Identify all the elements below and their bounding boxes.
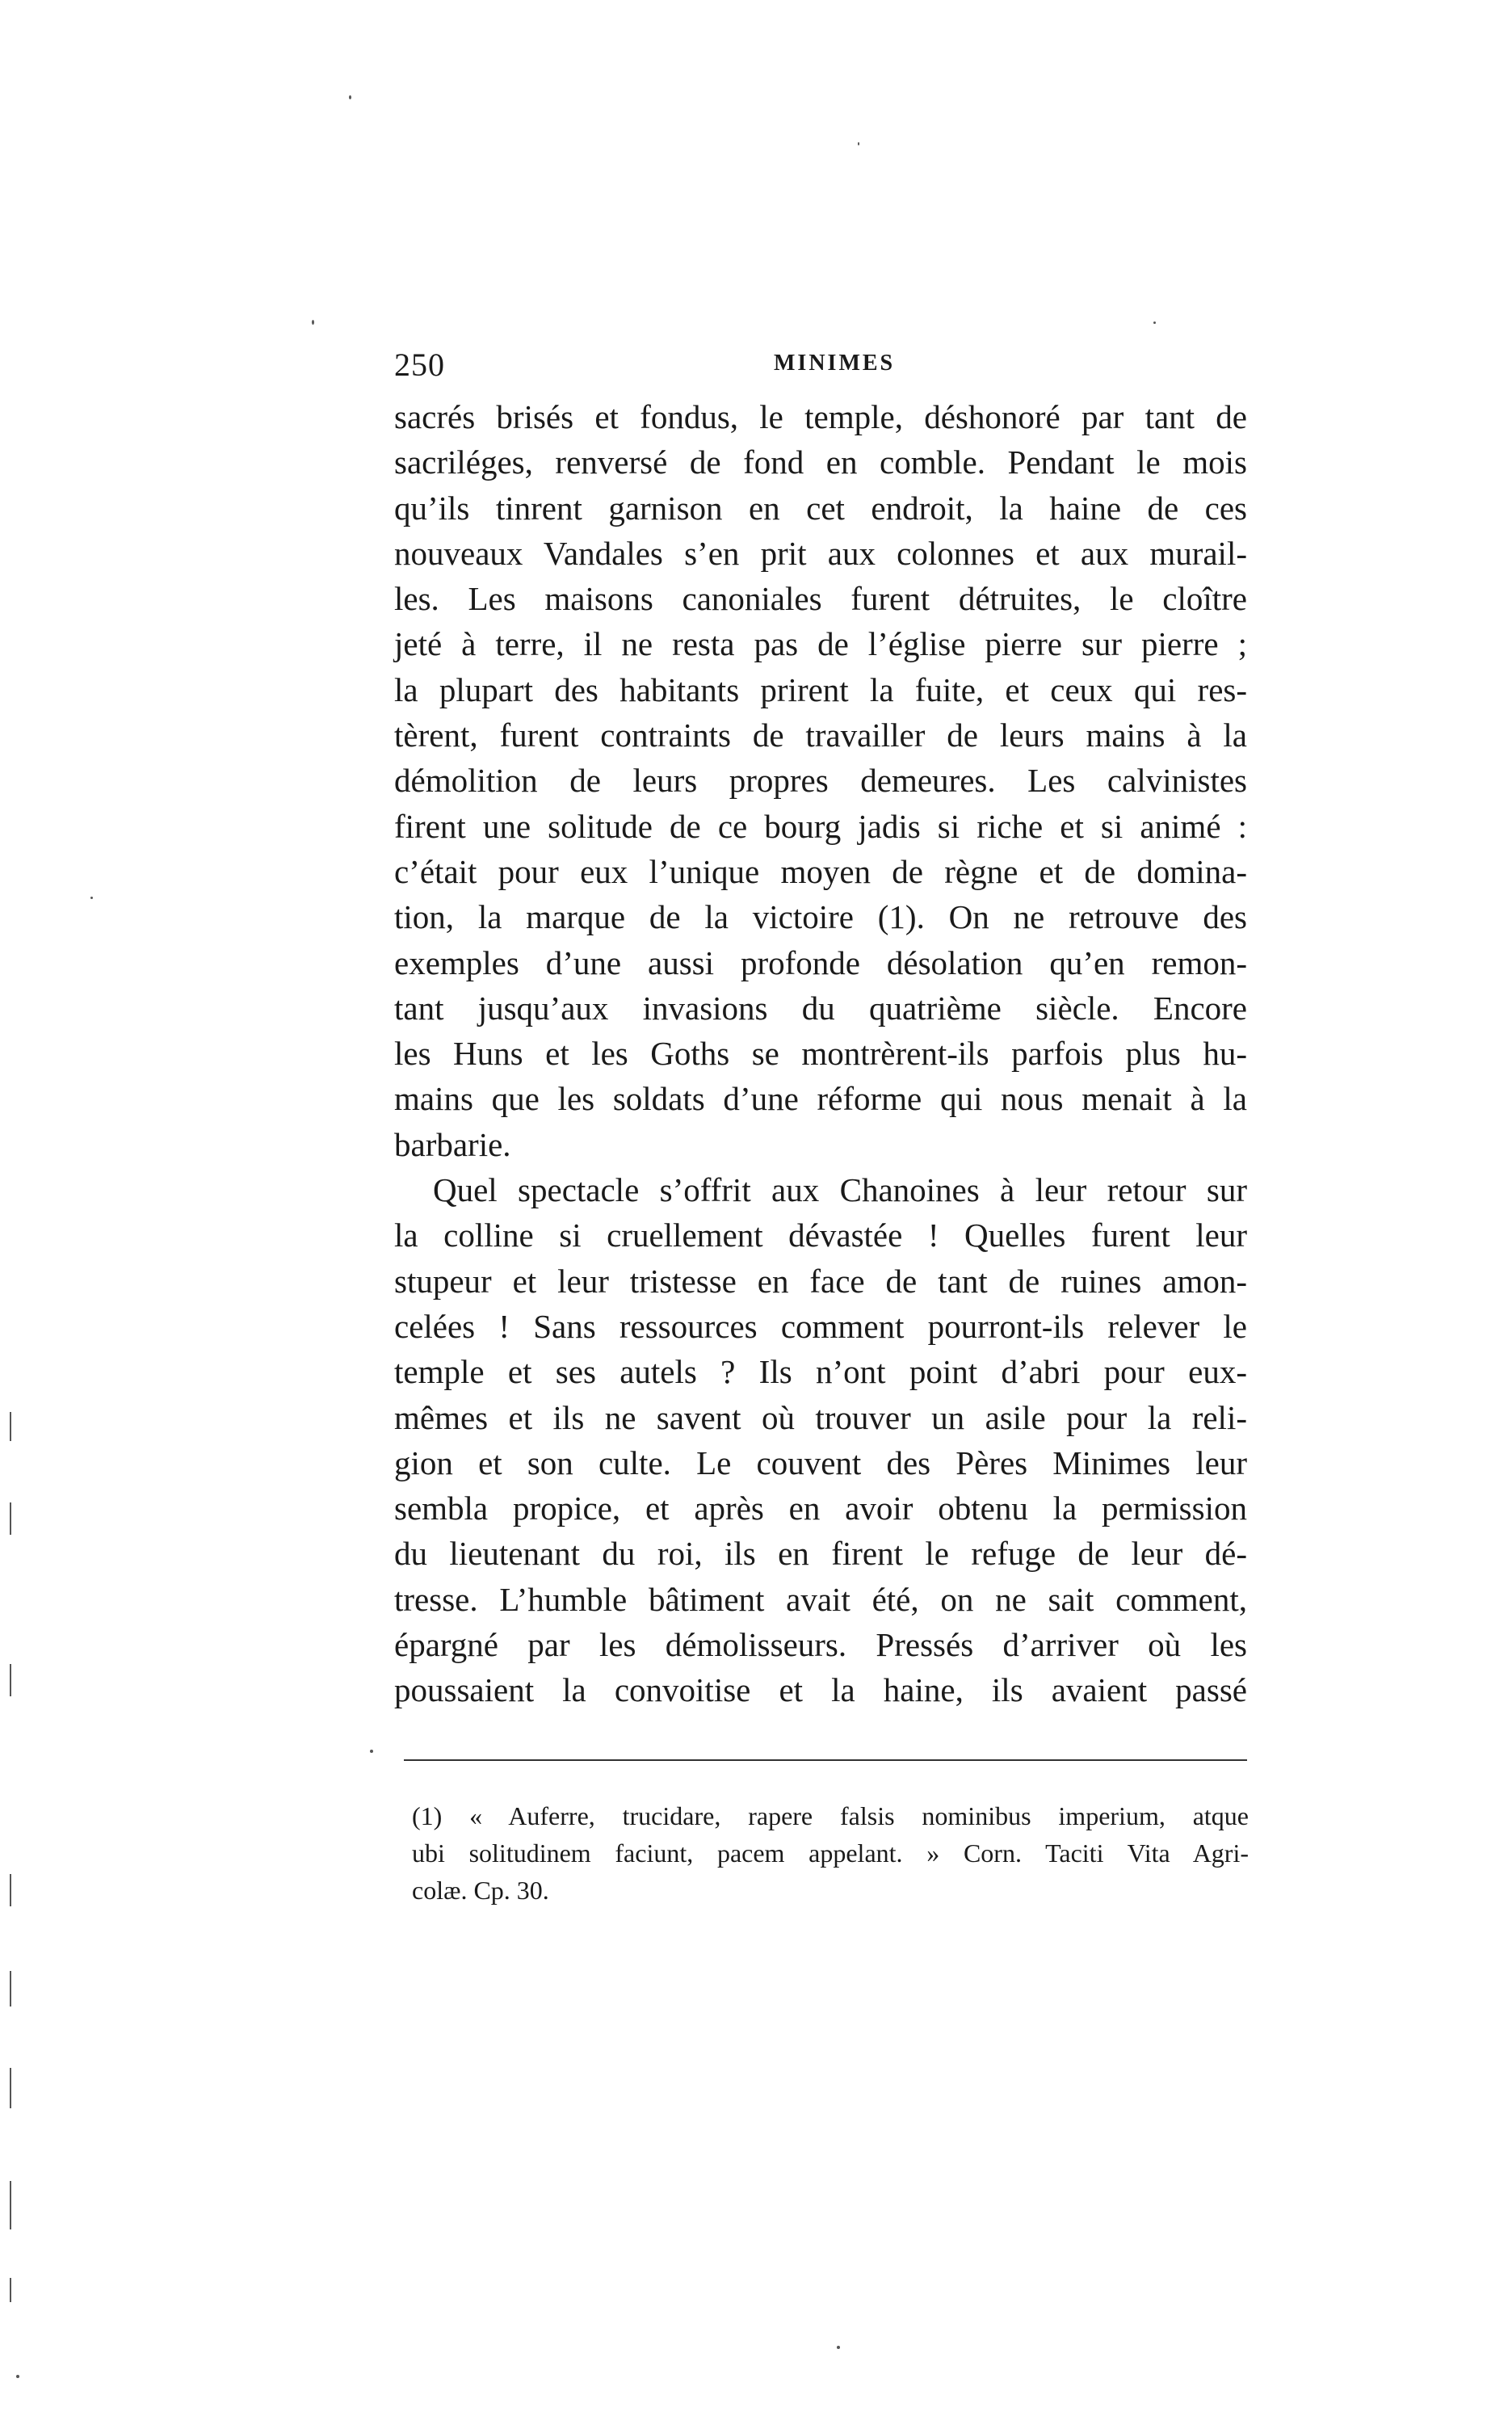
scan-speck (10, 1412, 11, 1441)
footnote-rule (404, 1759, 1247, 1761)
text-line: jeté à terre, il ne resta pas de l’église pierre sur pierre ; (394, 625, 1247, 663)
text-line: sembla propice, et après en avoir obtenu la permission (394, 1490, 1247, 1527)
scan-speck (1153, 321, 1156, 324)
text-line: la colline si cruellement dévastée ! Quelles furent leur (394, 1217, 1247, 1254)
text-line: les. Les maisons canoniales furent détruites, le cloître (394, 580, 1247, 618)
text-line: celées ! Sans ressources comment pourront-ils relever le (394, 1307, 1247, 1345)
text-line: sacriléges, renversé de fond en comble. Pendant le mois (394, 443, 1247, 481)
text-line: poussaient la convoitise et la haine, ils avaient passé (394, 1671, 1247, 1709)
text-line: qu’ils tinrent garnison en cet endroit, la haine de ces (394, 489, 1247, 527)
text-line: les Huns et les Goths se montrèrent-ils parfois plus hu- (394, 1035, 1247, 1073)
text-line: du lieutenant du roi, ils en firent le refuge de leur dé- (394, 1535, 1247, 1573)
text-line: épargné par les démolisseurs. Pressés d’arriver où les (394, 1626, 1247, 1664)
scan-speck (858, 142, 859, 145)
footnote-line: ubi solitudinem faciunt, pacem appelant. » Corn. Taciti Vita Agri- (412, 1838, 1249, 1868)
text-line: démolition de leurs propres demeures. Les calvinistes (394, 762, 1247, 800)
scan-speck (10, 1664, 11, 1696)
footnote-line: colæ. Cp. 30. (412, 1876, 549, 1905)
page-number: 250 (394, 347, 445, 383)
text-line: sacrés brisés et fondus, le temple, déshonoré par tant de (394, 398, 1247, 435)
text-line: temple et ses autels ? Ils n’ont point d’abri pour eux- (394, 1353, 1247, 1391)
paragraph-end-line: barbarie. (394, 1125, 511, 1163)
scan-speck (16, 2375, 19, 2378)
text-line: tant jusqu’aux invasions du quatrième siècle. Encore (394, 989, 1247, 1027)
scan-speck (10, 1874, 11, 1906)
text-line: exemples d’une aussi profonde désolation qu’en remon- (394, 943, 1247, 981)
scan-speck (349, 95, 351, 99)
running-head: MINIMES (774, 351, 896, 376)
text-line: la plupart des habitants prirent la fuite, et ceux qui res- (394, 670, 1247, 708)
page-header (394, 346, 1250, 386)
text-line: mêmes et ils ne savent où trouver un asile pour la reli- (394, 1398, 1247, 1436)
scan-speck (837, 2346, 840, 2349)
text-line: tion, la marque de la victoire (1). On ne retrouve des (394, 898, 1247, 936)
text-line: gion et son culte. Le couvent des Pères Minimes leur (394, 1443, 1247, 1481)
scan-speck (90, 897, 93, 899)
scan-speck (10, 1971, 11, 2006)
paragraph-start-line: Quel spectacle s’offrit aux Chanoines à leur retour sur (433, 1171, 1247, 1209)
body-text (394, 394, 1247, 1713)
footnote (412, 1797, 1249, 1909)
text-line: tèrent, furent contraints de travailler de leurs mains à la (394, 716, 1247, 754)
scan-speck (10, 2068, 11, 2108)
scan-speck (312, 320, 314, 325)
scan-speck (370, 1750, 373, 1753)
text-line: mains que les soldats d’une réforme qui nous menait à la (394, 1080, 1247, 1118)
scan-speck (10, 2181, 11, 2229)
text-line: nouveaux Vandales s’en prit aux colonnes et aux murail- (394, 534, 1247, 572)
scan-speck (10, 1502, 11, 1535)
text-line: firent une solitude de ce bourg jadis si riche et si animé : (394, 807, 1247, 845)
footnote-line: (1) « Auferre, trucidare, rapere falsis nominibus imperium, atque (412, 1801, 1249, 1830)
text-line: stupeur et leur tristesse en face de tant de ruines amon- (394, 1262, 1247, 1300)
scan-speck (10, 2278, 11, 2302)
text-line: tresse. L’humble bâtiment avait été, on ne sait comment, (394, 1580, 1247, 1618)
text-line: c’était pour eux l’unique moyen de règne et de domina- (394, 852, 1247, 890)
